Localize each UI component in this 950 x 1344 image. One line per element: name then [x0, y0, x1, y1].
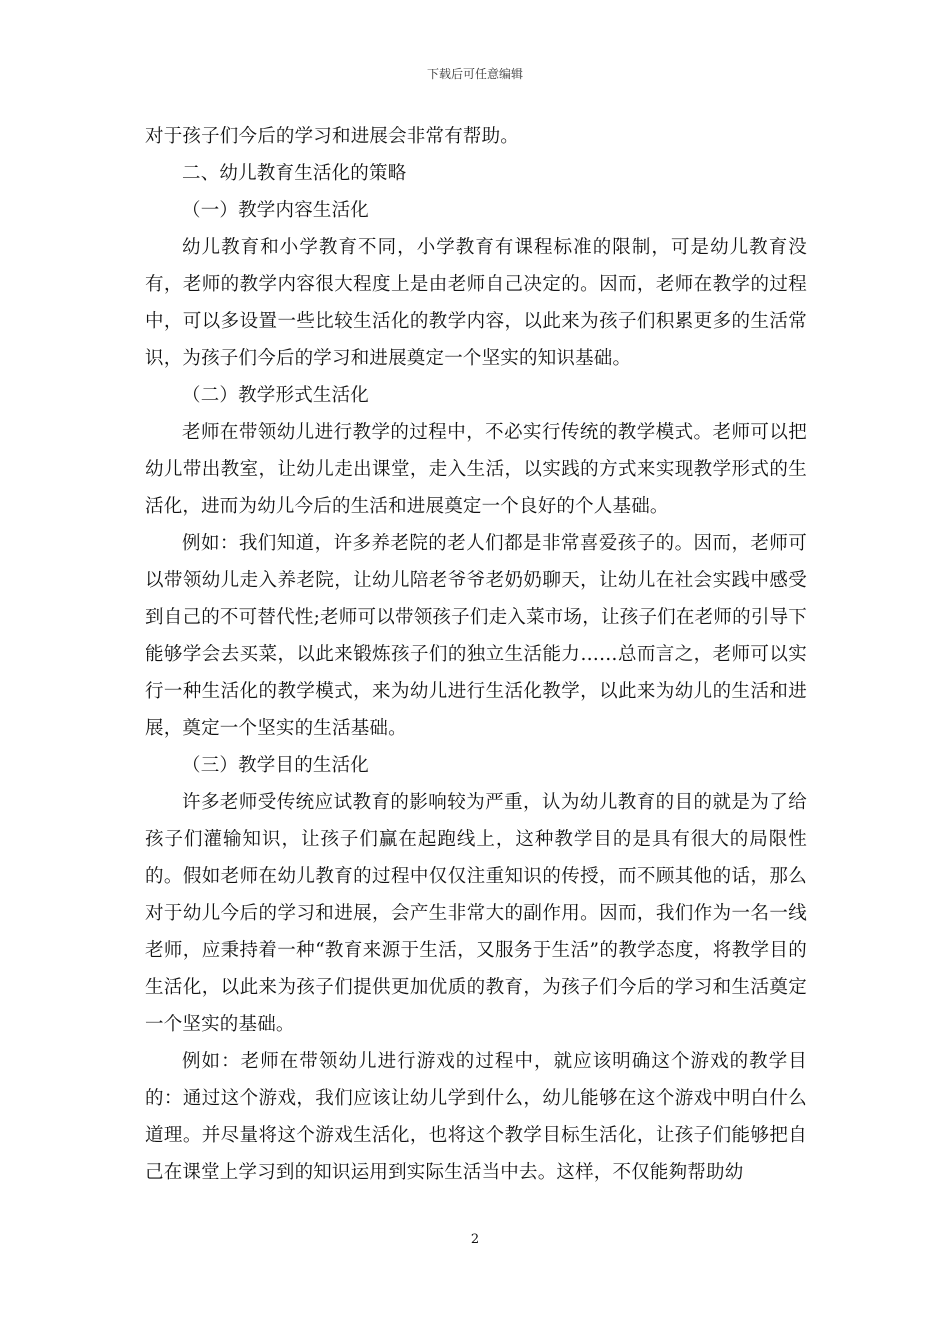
document-body	[145, 118, 807, 1191]
section-heading-strategies: 二、幼儿教育生活化的策略	[182, 163, 407, 184]
paragraph-form-example: 例如：我们知道，许多养老院的老人们都是非常喜爱孩子的。因而，老师可以带领幼儿走入养老院，让幼儿陪老爷爷老奶奶聊天，让幼儿在社会实践中感受到自己的不可替代性;老师可以带领孩子们走入菜市场，让孩子们在老师的引导下能够学会去买菜，以此来锻炼孩子们的独立生活能力……总而言之，老师可以实行一种生活化的教学模式，来为幼儿进行生活化教学，以此来为幼儿的生活和进展，奠定一个坚实的生活基础。	[145, 533, 807, 739]
paragraph-content: 幼儿教育和小学教育不同，小学教育有课程标准的限制，可是幼儿教育没有，老师的教学内容很大程度上是由老师自己决定的。因而，老师在教学的过程中，可以多设置一些比较生活化的教学内容，以此来为孩子们积累更多的生活常识，为孩子们今后的学习和进展奠定一个坚实的知识基础。	[145, 237, 807, 369]
subheading-form: （二）教学形式生活化	[182, 385, 370, 406]
subheading-content: （一）教学内容生活化	[182, 200, 370, 221]
page-number: 2	[470, 1232, 480, 1247]
paragraph-continuation: 对于孩子们今后的学习和进展会非常有帮助。	[145, 126, 520, 147]
paragraph-form: 老师在带领幼儿进行教学的过程中，不必实行传统的教学模式。老师可以把幼儿带出教室，让幼儿走出课堂，走入生活，以实践的方式来实现教学形式的生活化，进而为幼儿今后的生活和进展奠定一个良好的个人基础。	[145, 422, 807, 517]
paragraph-purpose-example: 例如：老师在带领幼儿进行游戏的过程中，就应该明确这个游戏的教学目的：通过这个游戏，我们应该让幼儿学到什么，幼儿能够在这个游戏中明白什么道理。并尽量将这个游戏生活化，也将这个教学目标生活化，让孩子们能够把自己在课堂上学习到的知识运用到实际生活当中去。这样，不仅能夠帮助幼	[145, 1051, 807, 1183]
page-header: 下载后可任意编辑	[426, 67, 523, 81]
subheading-purpose: （三）教学目的生活化	[182, 755, 370, 776]
paragraph-purpose: 许多老师受传统应试教育的影响较为严重，认为幼儿教育的目的就是为了给孩子们灌输知识，让孩子们赢在起跑线上，这种教学目的是具有很大的局限性的。假如老师在幼儿教育的过程中仅仅注重知识的传授，而不顾其他的话，那么对于幼儿今后的学习和进展，会产生非常大的副作用。因而，我们作为一名一线老师，应秉持着一种“教育来源于生活，又服务于生活”的教学态度，将教学目的生活化，以此来为孩子们提供更加优质的教育，为孩子们今后的学习和生活奠定一个坚实的基础。	[145, 792, 807, 1035]
